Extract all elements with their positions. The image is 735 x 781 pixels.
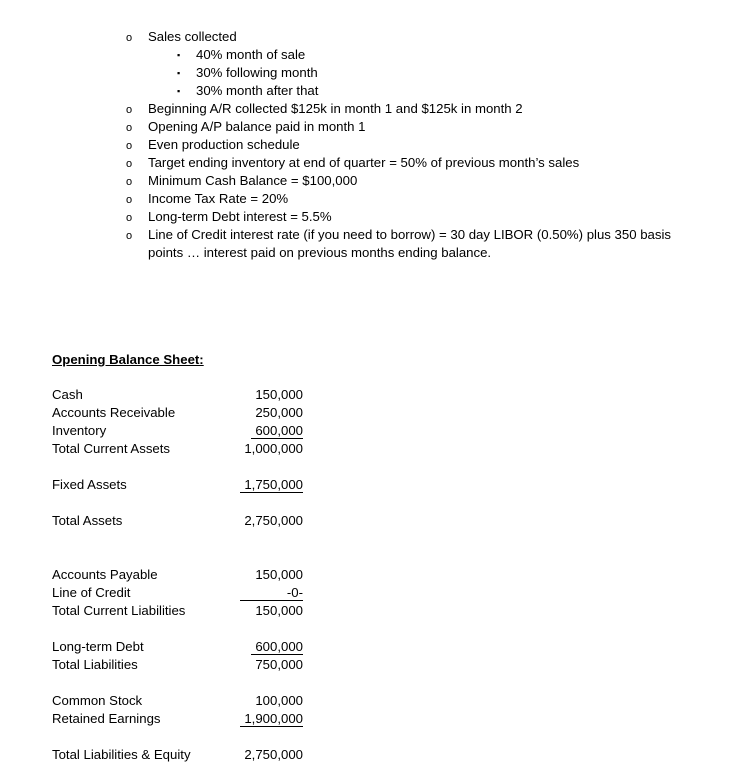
circle-bullet-icon: o xyxy=(126,139,133,152)
balance-sheet-row xyxy=(52,404,312,422)
balance-sheet-row-label: Accounts Payable xyxy=(52,567,158,582)
assumption-text: 30% month after that xyxy=(196,83,319,98)
assumption-item xyxy=(0,64,735,82)
balance-sheet-row xyxy=(52,638,312,656)
balance-sheet-row xyxy=(52,566,312,584)
balance-sheet-row-value: 1,900,000 xyxy=(244,711,303,726)
assumption-text: Opening A/P balance paid in month 1 xyxy=(148,119,366,134)
balance-sheet-row-value: 750,000 xyxy=(255,657,303,672)
balance-sheet-row-label: Cash xyxy=(52,387,83,402)
assumption-item xyxy=(0,118,735,136)
balance-sheet-row-label: Common Stock xyxy=(52,693,143,708)
assumption-text: 30% following month xyxy=(196,65,318,80)
balance-sheet-row-label: Line of Credit xyxy=(52,585,131,600)
assumption-item xyxy=(0,208,735,226)
balance-sheet-row xyxy=(52,746,312,764)
balance-sheet-row-label: Accounts Receivable xyxy=(52,405,176,420)
balance-sheet-row-label: Total Liabilities xyxy=(52,657,138,672)
balance-sheet-row xyxy=(52,440,312,458)
balance-sheet-row xyxy=(52,710,312,728)
balance-sheet-row-label: Total Assets xyxy=(52,513,123,528)
circle-bullet-icon: o xyxy=(126,211,133,224)
balance-sheet-row-label: Total Current Assets xyxy=(52,441,171,456)
assumptions-list xyxy=(0,28,735,262)
balance-sheet-row-label: Inventory xyxy=(52,423,107,438)
assumption-text: 40% month of sale xyxy=(196,47,306,62)
balance-sheet-heading: Opening Balance Sheet: xyxy=(52,352,204,367)
assumption-text: Line of Credit interest rate (if you need to borrow) = 30 day LIBOR (0.50%) plus 350 basis points … interest paid on previous months ending balance. xyxy=(148,227,672,260)
balance-sheet-row-label: Fixed Assets xyxy=(52,477,127,492)
balance-sheet-row xyxy=(52,602,312,620)
assumption-text: Minimum Cash Balance = $100,000 xyxy=(148,173,358,188)
circle-bullet-icon: o xyxy=(126,103,133,116)
balance-sheet-row-label: Total Liabilities & Equity xyxy=(52,747,191,762)
balance-sheet-row-label: Total Current Liabilities xyxy=(52,603,186,618)
assumption-text: Long-term Debt interest = 5.5% xyxy=(148,209,332,224)
assumption-item xyxy=(0,100,735,118)
square-bullet-icon: ▪ xyxy=(177,49,181,60)
circle-bullet-icon: o xyxy=(126,175,133,188)
assumption-item xyxy=(0,226,735,262)
balance-sheet-table xyxy=(52,386,312,764)
assumption-item xyxy=(0,154,735,172)
assumption-item xyxy=(0,46,735,64)
circle-bullet-icon: o xyxy=(126,157,133,170)
balance-sheet-row-value: 600,000 xyxy=(255,639,303,654)
circle-bullet-icon: o xyxy=(126,121,133,134)
assumption-text: Beginning A/R collected $125k in month 1 and $125k in month 2 xyxy=(148,101,523,116)
balance-sheet-row-value: 150,000 xyxy=(255,567,303,582)
assumption-text: Target ending inventory at end of quarter = 50% of previous month’s sales xyxy=(148,155,580,170)
balance-sheet-row-value: -0- xyxy=(286,585,303,600)
balance-sheet-row-value: 1,000,000 xyxy=(244,441,303,456)
circle-bullet-icon: o xyxy=(126,229,133,242)
balance-sheet-row-label: Retained Earnings xyxy=(52,711,161,726)
balance-sheet-row-value: 150,000 xyxy=(255,387,303,402)
assumption-text: Income Tax Rate = 20% xyxy=(148,191,289,206)
assumption-item xyxy=(0,136,735,154)
square-bullet-icon: ▪ xyxy=(177,85,181,96)
square-bullet-icon: ▪ xyxy=(177,67,181,78)
balance-sheet-row-label: Long-term Debt xyxy=(52,639,144,654)
assumption-text: Sales collected xyxy=(148,29,237,44)
balance-sheet-row-value: 600,000 xyxy=(255,423,303,438)
balance-sheet-row xyxy=(52,584,312,602)
circle-bullet-icon: o xyxy=(126,193,133,206)
balance-sheet-row xyxy=(52,386,312,404)
assumption-item xyxy=(0,190,735,208)
assumption-item xyxy=(0,28,735,46)
balance-sheet-row xyxy=(52,656,312,674)
balance-sheet-row-value: 2,750,000 xyxy=(244,747,303,762)
balance-sheet-row xyxy=(52,422,312,440)
assumption-item xyxy=(0,172,735,190)
balance-sheet-row xyxy=(52,692,312,710)
balance-sheet-row-value: 250,000 xyxy=(255,405,303,420)
balance-sheet-row-value: 150,000 xyxy=(255,603,303,618)
balance-sheet-row xyxy=(52,476,312,494)
assumption-text: Even production schedule xyxy=(148,137,300,152)
assumption-item xyxy=(0,82,735,100)
balance-sheet-row-value: 1,750,000 xyxy=(244,477,303,492)
balance-sheet-row-value: 100,000 xyxy=(255,693,303,708)
circle-bullet-icon: o xyxy=(126,31,133,44)
balance-sheet-row xyxy=(52,512,312,530)
balance-sheet-row-value: 2,750,000 xyxy=(244,513,303,528)
